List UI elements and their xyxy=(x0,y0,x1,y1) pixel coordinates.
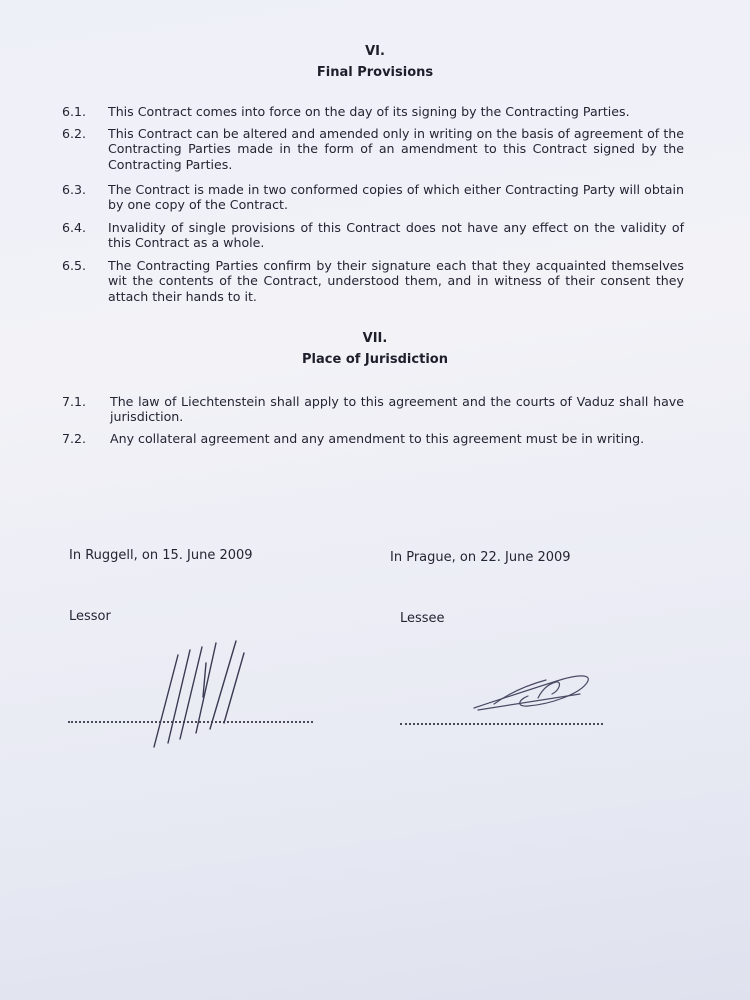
section-7-numeral: VII. xyxy=(362,331,388,346)
clause-number: 6.3. xyxy=(62,182,87,197)
section-6-numeral: VI. xyxy=(365,44,385,59)
clause-number: 7.2. xyxy=(62,431,87,446)
clause-text: The Contract is made in two conformed copies of which either Contracting Party will obtain by one copy of the Contract. xyxy=(108,182,684,213)
clause-text: This Contract can be altered and amended only in writing on the basis of agreement of the Contracting Parties made in the form of an amendment to this Contract signed by the Contracting Parties. xyxy=(108,126,684,172)
lessor-label: Lessor xyxy=(69,609,111,624)
clause-text: Any collateral agreement and any amendment to this agreement must be in writing. xyxy=(110,431,645,446)
lessor-signature xyxy=(140,635,255,750)
section-7-title: Place of Jurisdiction xyxy=(302,352,448,367)
clause-number: 6.4. xyxy=(62,220,87,235)
section-6-title: Final Provisions xyxy=(316,65,434,80)
clause-text: The Contracting Parties confirm by their signature each that they acquainted themselves wit the contents of the Contract, understood them, and in witness of their consent they attach their hands to it. xyxy=(108,258,684,304)
lessor-place-date: In Ruggell, on 15. June 2009 xyxy=(69,548,253,563)
lessee-signature xyxy=(468,664,598,716)
lessee-label: Lessee xyxy=(400,611,445,626)
clause-number: 7.1. xyxy=(62,394,87,409)
clause-number: 6.1. xyxy=(62,104,87,119)
clause-number: 6.5. xyxy=(62,258,87,273)
clause-text: The law of Liechtenstein shall apply to this agreement and the courts of Vaduz shall have jurisdiction. xyxy=(110,394,684,425)
lessee-place-date: In Prague, on 22. June 2009 xyxy=(390,550,571,565)
clause-number: 6.2. xyxy=(62,126,87,141)
clause-text: This Contract comes into force on the day of its signing by the Contracting Parties. xyxy=(108,104,630,119)
clause-text: Invalidity of single provisions of this Contract does not have any effect on the validity of this Contract as a whole. xyxy=(108,220,684,251)
lessee-signature-line xyxy=(400,723,603,725)
